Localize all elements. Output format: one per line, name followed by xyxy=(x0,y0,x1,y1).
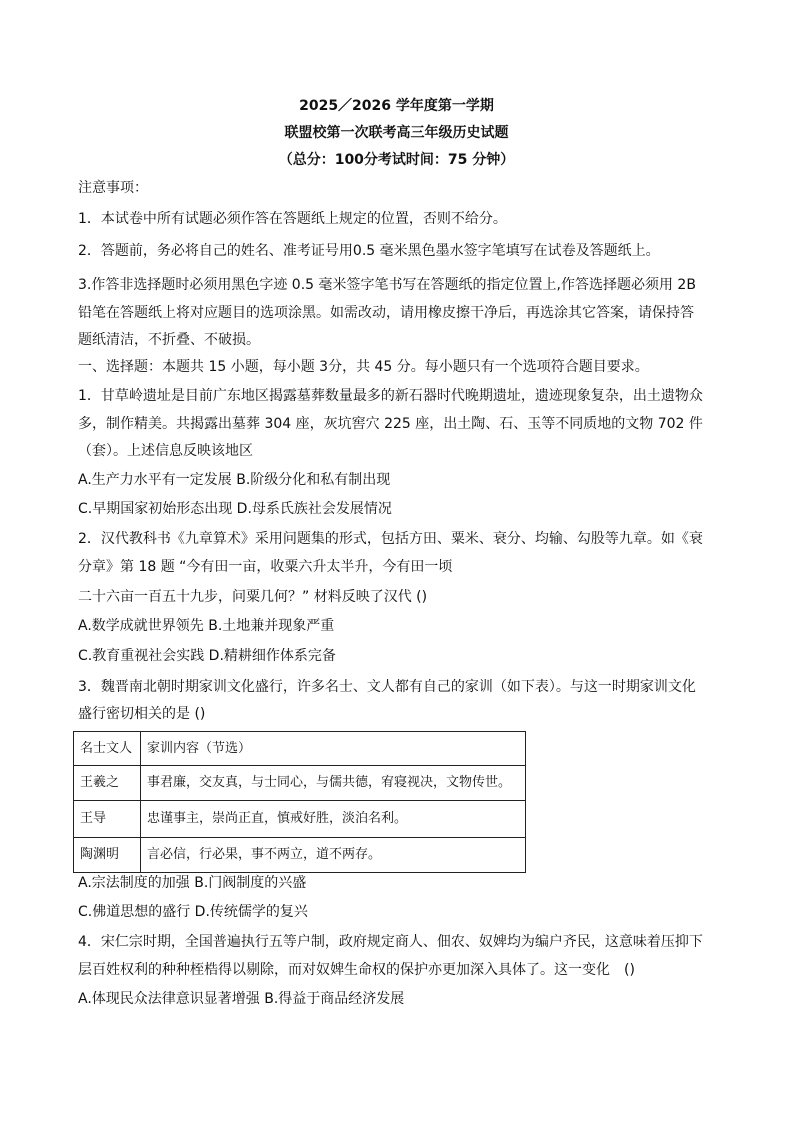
q4-options-ab: A.体现民众法律意识显著增强 B.得益于商品经济发展 xyxy=(78,991,405,1007)
table-cell-content: 言必信，行必果，事不两立，道不两存。 xyxy=(141,838,526,873)
table-cell-content: 事君廉，交友真，与士同心，与儒共德，宥寝视决，文物传世。 xyxy=(141,766,526,801)
q1-stem-line: 1．甘草岭遗址是目前广东地区揭露墓葬数量最多的新石器时代晚期遗址，遗迹现象复杂，出土遗物众 xyxy=(78,388,703,404)
exam-score-time: （总分：100分考试时间：75 分钟） xyxy=(278,152,515,168)
q2-stem-line: 分章》第 18 题 “今有田一亩，收粟六升太半升，今有田一顷 xyxy=(78,559,453,575)
notice-item-3-end: 题纸清洁，不折叠、不破损。 xyxy=(78,332,260,348)
q1-stem-line: 多，制作精美。共揭露出墓葬 304 座，灰坑窖穴 225 座，出土陶、石、玉等不同质地的文物 702 件 xyxy=(78,416,703,432)
exam-term: 2025／2026 学年度第一学期 xyxy=(299,98,494,114)
q3-stem-line: 3．魏晋南北朝时期家训文化盛行，许多名士、文人都有自己的家训（如下表）。与这一时期家训文化 xyxy=(78,679,696,695)
table-header-cell: 家训内容（节选） xyxy=(141,732,526,766)
table-cell-content: 忠谨事主，崇尚正直，慎戒好胜，淡泊名利。 xyxy=(141,801,526,838)
family-instructions-table xyxy=(73,731,526,873)
table-row xyxy=(74,801,526,838)
q1-options-ab: A.生产力水平有一定发展 B.阶级分化和私有制出现 xyxy=(78,472,391,488)
exam-title: 联盟校第一次联考高三年级历史试题 xyxy=(284,125,509,141)
q2-options-cd: C.教育重视社会实践 D.精耕细作体系完备 xyxy=(78,648,336,664)
q2-stem-line: 二十六亩一百五十九步，问粟几何？” 材料反映了汉代 () xyxy=(78,589,428,605)
table-cell-name: 王导 xyxy=(74,801,141,838)
q2-options-ab: A.数学成就世界领先 B.土地兼并现象严重 xyxy=(78,618,335,634)
q3-stem-line: 盛行密切相关的是 () xyxy=(78,706,206,722)
table-row xyxy=(74,838,526,873)
q4-stem-line: 4．宋仁宗时期，全国普遍执行五等户制，政府规定商人、佃农、奴婢均为编户齐民，这意味着压抑下 xyxy=(78,934,703,950)
q1-stem-line: （套）。上述信息反映该地区 xyxy=(78,443,253,459)
notice-item-3-cont: 铅笔在答题纸上将对应题目的选项涂黑。如需改动，请用橡皮擦干净后，再选涂其它答案，请保持答 xyxy=(78,305,694,321)
table-cell-name: 王羲之 xyxy=(74,766,141,801)
notice-item-1: 1．本试卷中所有试题必须作答在答题纸上规定的位置，否则不给分。 xyxy=(78,211,507,227)
table-header-row xyxy=(74,732,526,766)
q4-stem-line: 层百姓权利的种种桎梏得以剔除，而对奴婢生命权的保护亦更加深入具体了。这一变化 () xyxy=(78,962,635,978)
notice-item-3: 3.作答非选择题时必须用黑色字迹 0.5 毫米签字笔书写在答题纸的指定位置上,作答选择题必须用 2B xyxy=(78,277,696,293)
q3-options-ab: A.宗法制度的加强 B.门阀制度的兴盛 xyxy=(78,875,307,891)
notice-heading: 注意事项： xyxy=(78,180,148,196)
q1-options-cd: C.早期国家初始形态出现 D.母系氏族社会发展情况 xyxy=(78,501,392,517)
q2-stem-line: 2．汉代教科书《九章算术》采用问题集的形式，包括方田、粟米、衰分、均输、勾股等九章。如《衰 xyxy=(78,531,703,547)
notice-item-2: 2．答题前，务必将自己的姓名、准考证号用0.5 毫米黑色墨水签字笔填写在试卷及答题纸上。 xyxy=(78,243,660,259)
table-row xyxy=(74,766,526,801)
table-header-cell: 名士文人 xyxy=(74,732,141,766)
q3-options-cd: C.佛道思想的盛行 D.传统儒学的复兴 xyxy=(78,904,308,920)
section-heading: 一、选择题：本题共 15 小题，每小题 3分，共 45 分。每小题只有一个选项符合题目要求。 xyxy=(78,359,649,375)
table-cell-name: 陶渊明 xyxy=(74,838,141,873)
